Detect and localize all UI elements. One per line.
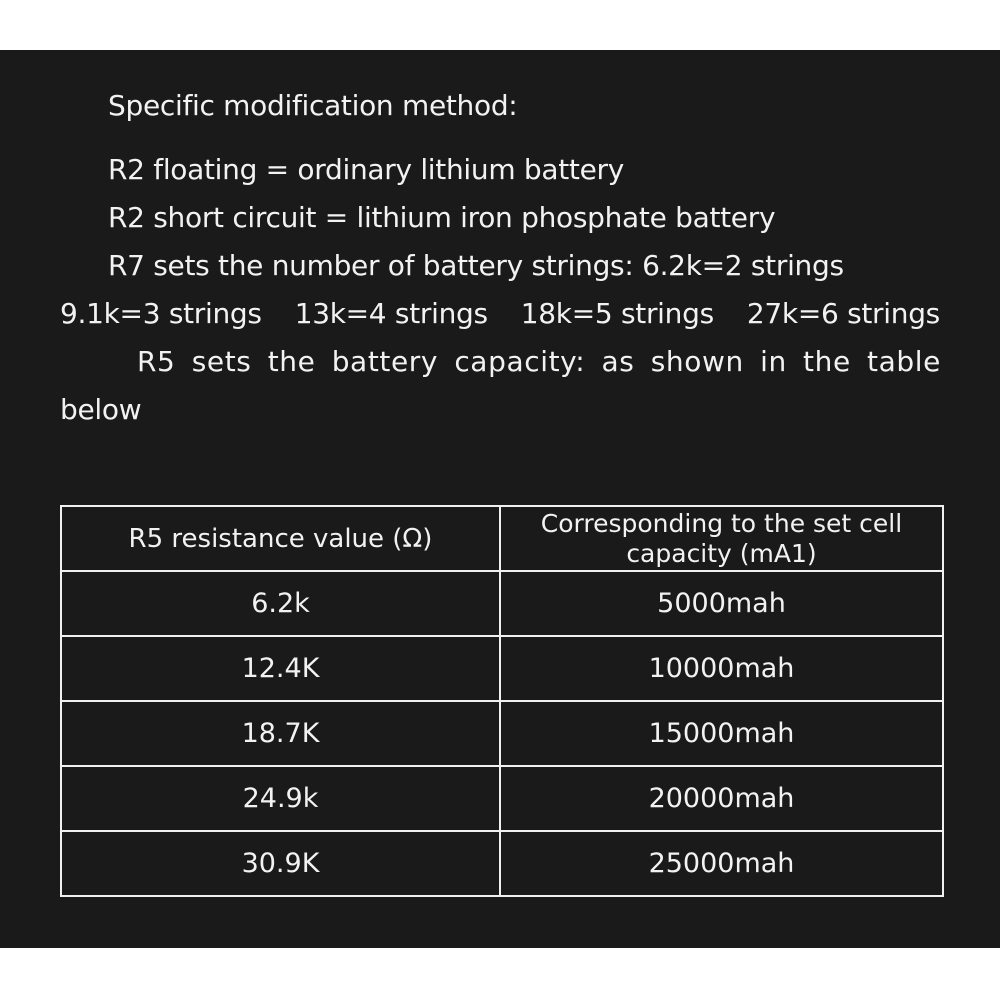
r5-capacity-text (137, 344, 941, 380)
capacity-cell: 25000mah (500, 831, 943, 896)
r2-floating-text: R2 floating = ordinary lithium battery (108, 153, 625, 186)
r5-capacity-text-continued: below (60, 393, 142, 426)
strings-item: 9.1k=3 strings (60, 297, 262, 330)
column-header-capacity: Corresponding to the set cell capacity (mA1) (500, 506, 943, 571)
strings-item: 18k=5 strings (520, 297, 714, 330)
resistance-cell: 6.2k (61, 571, 500, 636)
capacity-cell: 20000mah (500, 766, 943, 831)
strings-item: 13k=4 strings (294, 297, 488, 330)
r2-short-circuit-text: R2 short circuit = lithium iron phosphate battery (108, 201, 776, 234)
word: table (867, 345, 941, 378)
table-row (61, 766, 943, 831)
table-header-row (61, 506, 943, 571)
capacity-cell: 10000mah (500, 636, 943, 701)
word: capacity: (454, 345, 586, 378)
word: R5 (137, 345, 176, 378)
capacity-table (60, 505, 944, 897)
resistance-cell: 12.4K (61, 636, 500, 701)
word: the (803, 345, 851, 378)
capacity-cell: 15000mah (500, 701, 943, 766)
word: sets (191, 345, 252, 378)
table-row (61, 571, 943, 636)
table-row (61, 636, 943, 701)
strings-list (60, 296, 940, 332)
resistance-cell: 18.7K (61, 701, 500, 766)
word: the (267, 345, 316, 378)
resistance-cell: 30.9K (61, 831, 500, 896)
resistance-cell: 24.9k (61, 766, 500, 831)
column-header-resistance: R5 resistance value (Ω) (61, 506, 500, 571)
word: in (760, 345, 787, 378)
document-panel (0, 50, 1000, 948)
table-row (61, 701, 943, 766)
table-row (61, 831, 943, 896)
word: battery (331, 345, 439, 378)
r7-strings-text: R7 sets the number of battery strings: 6.2k=2 strings (108, 249, 844, 282)
capacity-cell: 5000mah (500, 571, 943, 636)
word: shown (650, 345, 744, 378)
word: as (601, 345, 635, 378)
strings-item: 27k=6 strings (746, 297, 940, 330)
section-heading: Specific modification method: (108, 89, 518, 122)
